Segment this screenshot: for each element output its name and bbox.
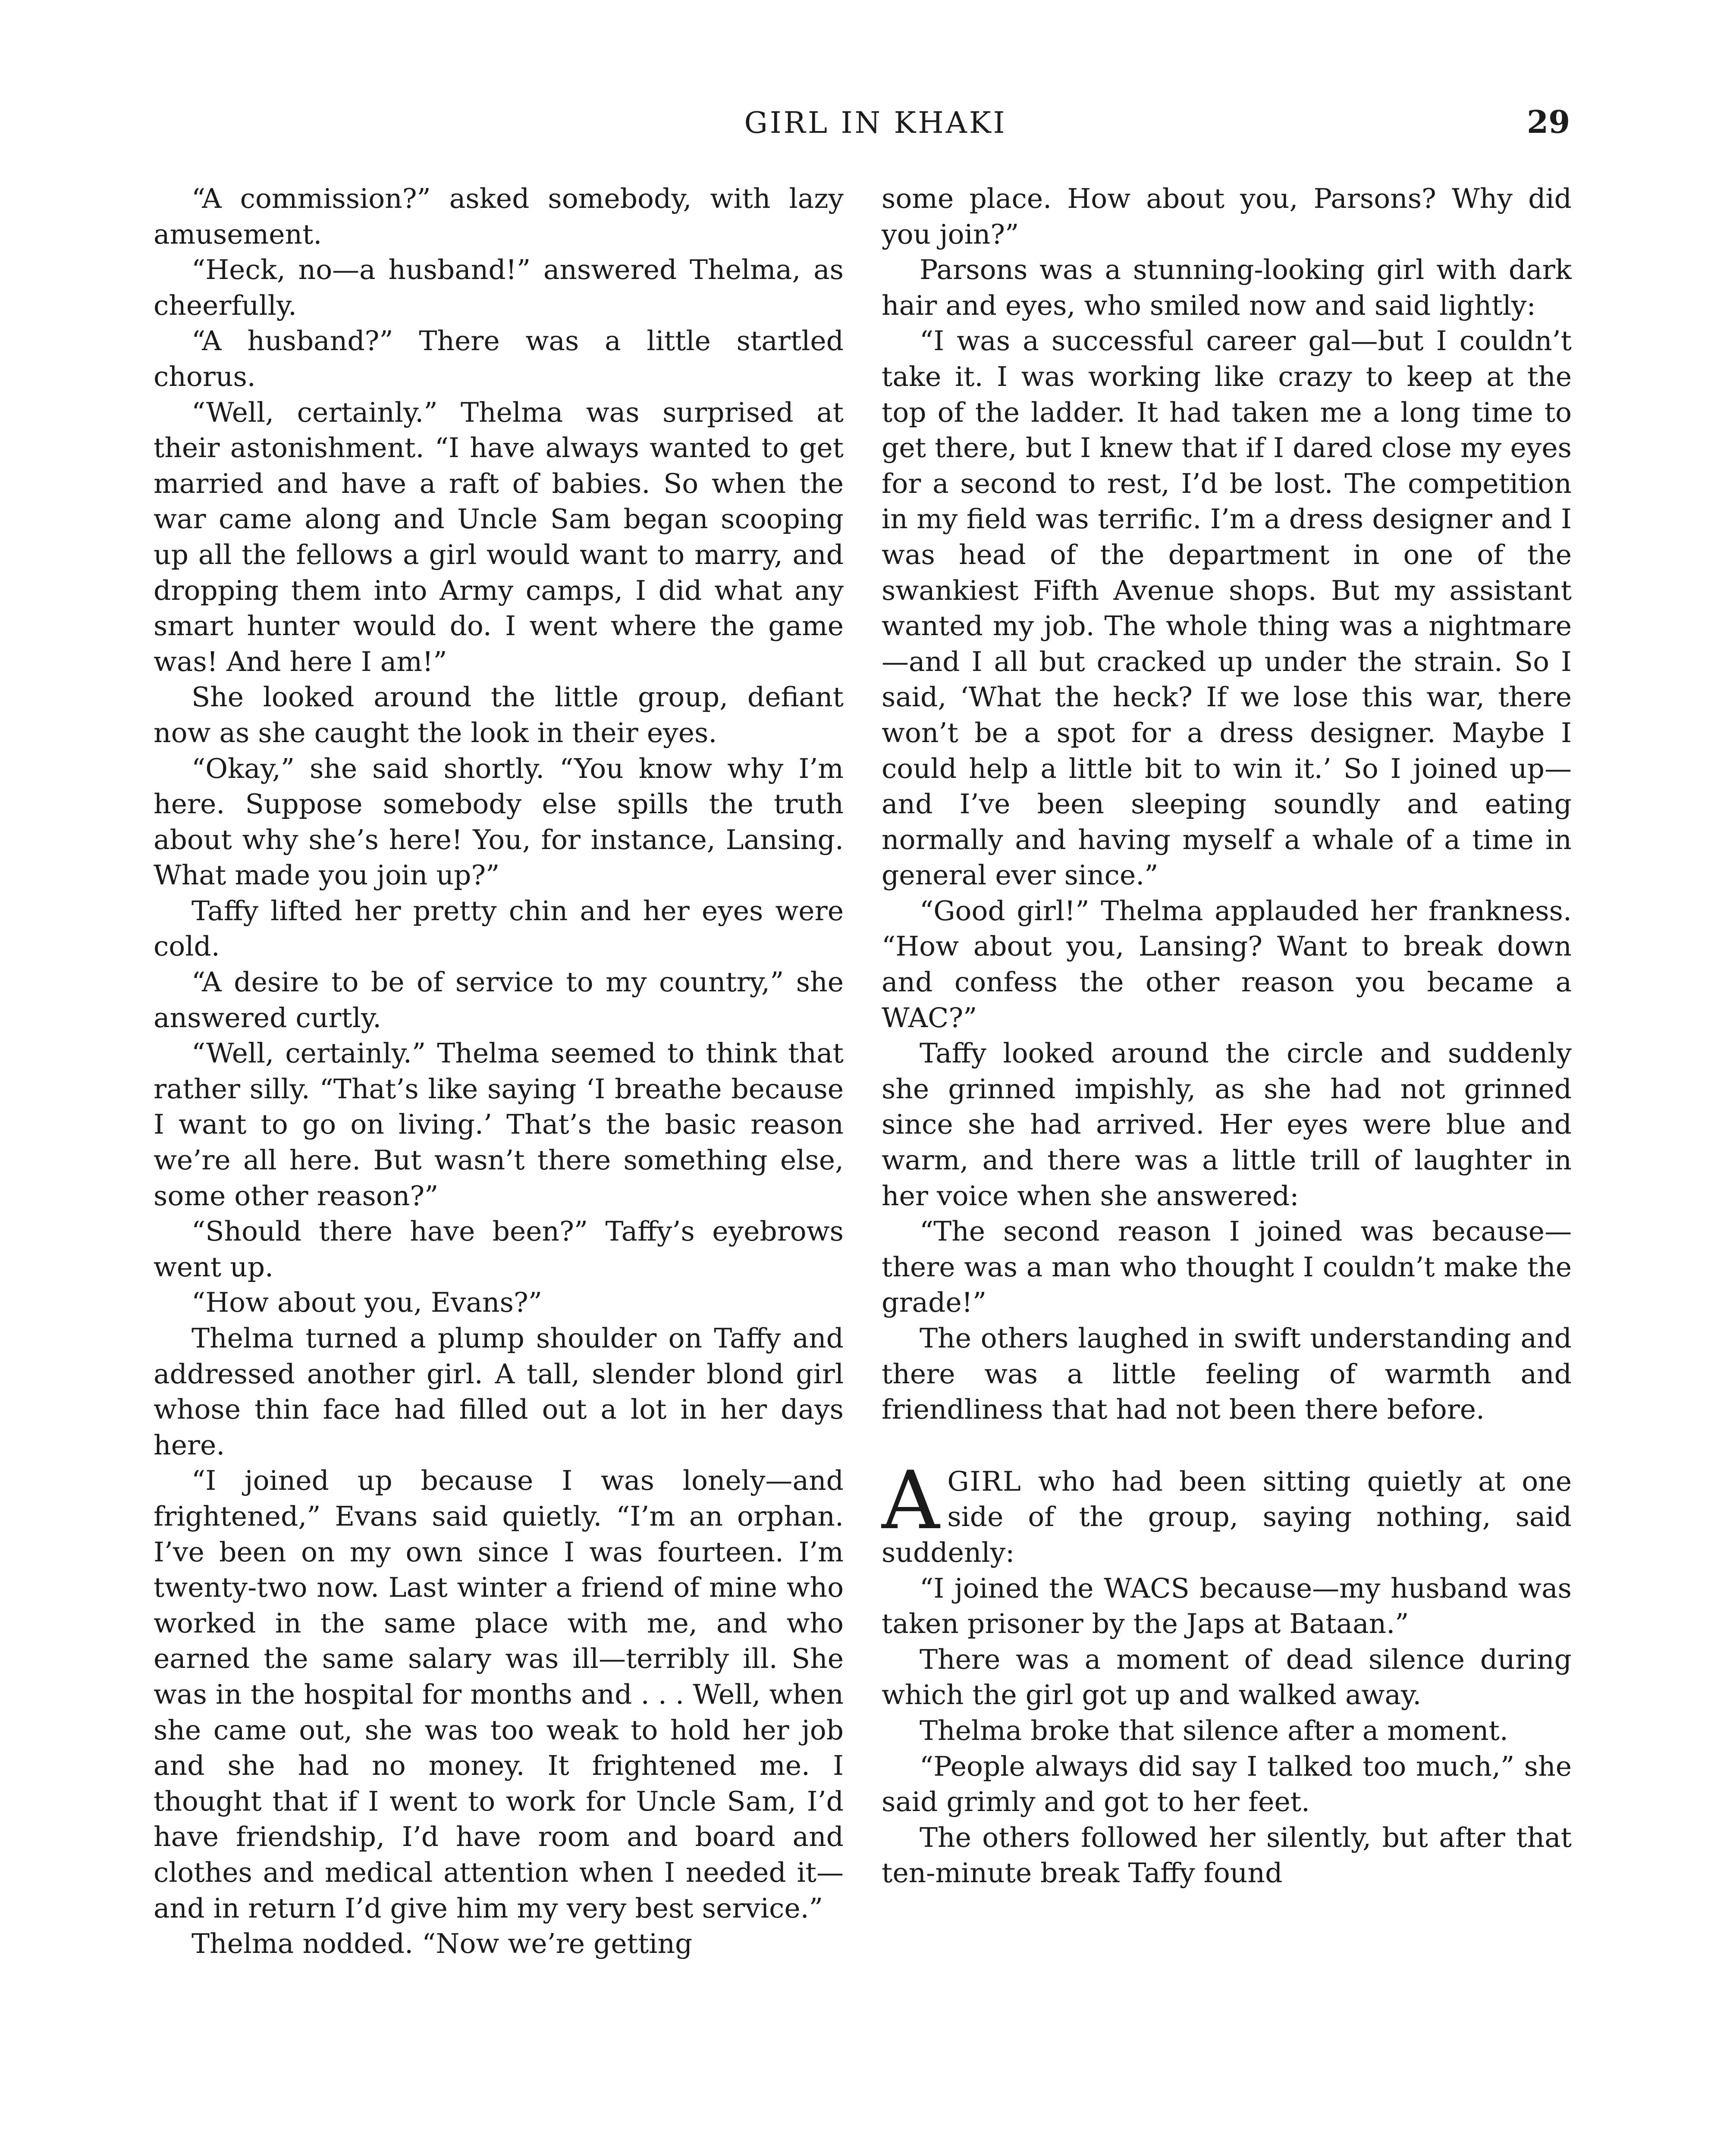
- paragraph: “The second reason I joined was because—there was a man who thought I couldn’t make the grade!”: [882, 1216, 1572, 1319]
- paragraph: “I joined the WACS because—my husband was taken prisoner by the Japs at Bataan.”: [882, 1572, 1572, 1640]
- paragraph: The others laughed in swift understanding and there was a little feeling of warmth and friendliness that had not been there before.: [882, 1322, 1572, 1426]
- paragraph-text: who had been sitting quietly at one side of the group, saying nothing, said suddenly:: [882, 1465, 1572, 1568]
- paragraph: “People always did say I talked too much,” she said grimly and got to her feet.: [882, 1750, 1572, 1818]
- paragraph: “Well, certainly.” Thelma seemed to think that rather silly. “That’s like saying ‘I breathe because I want to go on living.’ That’s the basic reason we’re all here. But wasn’t there something else, some other reason?”: [154, 1037, 844, 1212]
- paragraph: Thelma turned a plump shoulder on Taffy and addressed another girl. A tall, slender blond girl whose thin face had filled out a lot in her days here.: [154, 1322, 844, 1461]
- running-head-title: GIRL IN KHAKI: [744, 106, 1007, 140]
- paragraph: Taffy looked around the circle and suddenly she grinned impishly, as she had not grinned since she had arrived. Her eyes were blue and warm, and there was a little trill of laughter in her voice when she answered:: [882, 1037, 1572, 1212]
- paragraph: “Heck, no—a husband!” answered Thelma, as cheerfully.: [154, 254, 844, 321]
- paragraph: “How about you, Evans?”: [192, 1287, 542, 1319]
- paragraph: Thelma nodded. “Now we’re getting: [192, 1928, 693, 1960]
- drop-cap: A: [882, 1453, 940, 1547]
- paragraph: Parsons was a stunning-looking girl with dark hair and eyes, who smiled now and said lightly:: [882, 254, 1572, 321]
- paragraph: Taffy lifted her pretty chin and her eyes were cold.: [154, 895, 844, 962]
- paragraph: “A desire to be of service to my country,” she answered curtly.: [154, 966, 844, 1034]
- paragraph: “I joined up because I was lonely—and frightened,” Evans said quietly. “I’m an orphan. I’ve been on my own since I was fourteen. I’m twenty-two now. Last winter a friend of mine who worked in the same place with me, and who earned the same salary was ill—terribly ill. She was in the hospital for months and . . . Well, when she came out, she was too weak to hold her job and she had no money. It frightened me. I thought that if I went to work for Uncle Sam, I’d have friendship, I’d have room and board and clothes and medical attention when I needed it—and in return I’d give him my very best service.”: [154, 1465, 844, 1924]
- paragraph: [882, 1453, 1572, 1571]
- paragraph: “Should there have been?” Taffy’s eyebrows went up.: [154, 1216, 844, 1283]
- left-text-column: [154, 181, 844, 1962]
- right-text-column: [882, 181, 1572, 1891]
- paragraph: Thelma broke that silence after a moment.: [920, 1714, 1508, 1746]
- lead-word: GIRL: [947, 1465, 1022, 1497]
- paragraph: The others followed her silently, but after that ten-minute break Taffy found: [882, 1821, 1572, 1889]
- paragraph: There was a moment of dead silence during which the girl got up and walked away.: [882, 1643, 1572, 1711]
- paragraph: some place. How about you, Parsons? Why did you join?”: [882, 183, 1572, 250]
- paragraph: “Good girl!” Thelma applauded her frankness. “How about you, Lansing? Want to break down and confess the other reason you became a WAC?”: [882, 895, 1572, 1034]
- paragraph: “Okay,” she said shortly. “You know why I’m here. Suppose somebody else spills the truth about why she’s here! You, for instance, Lansing. What made you join up?”: [154, 752, 844, 891]
- paragraph: She looked around the little group, defiant now as she caught the look in their eyes.: [154, 681, 844, 749]
- paragraph: “I was a successful career gal—but I couldn’t take it. I was working like crazy to keep at the top of the ladder. It had taken me a long time to get there, but I knew that if I dared close my eyes for a second to rest, I’d be lost. The competition in my field was terrific. I’m a dress designer and I was head of the department in one of the swankiest Fifth Avenue shops. But my assistant wanted my job. The whole thing was a nightmare—and I all but cracked up under the strain. So I said, ‘What the heck? If we lose this war, there won’t be a spot for a dress designer. Maybe I could help a little bit to win it.’ So I joined up—and I’ve been sleeping soundly and eating normally and having myself a whale of a time in general ever since.”: [882, 325, 1572, 891]
- page-number: 29: [1527, 103, 1570, 140]
- paragraph: “A husband?” There was a little startled chorus.: [154, 325, 844, 392]
- paragraph: “A commission?” asked somebody, with lazy amusement.: [154, 183, 844, 250]
- paragraph: “Well, certainly.” Thelma was surprised at their astonishment. “I have always wanted to get married and have a raft of babies. So when the war came along and Uncle Sam began scooping up all the fellows a girl would want to marry, and dropping them into Army camps, I did what any smart hunter would do. I went where the game was! And here I am!”: [154, 396, 844, 677]
